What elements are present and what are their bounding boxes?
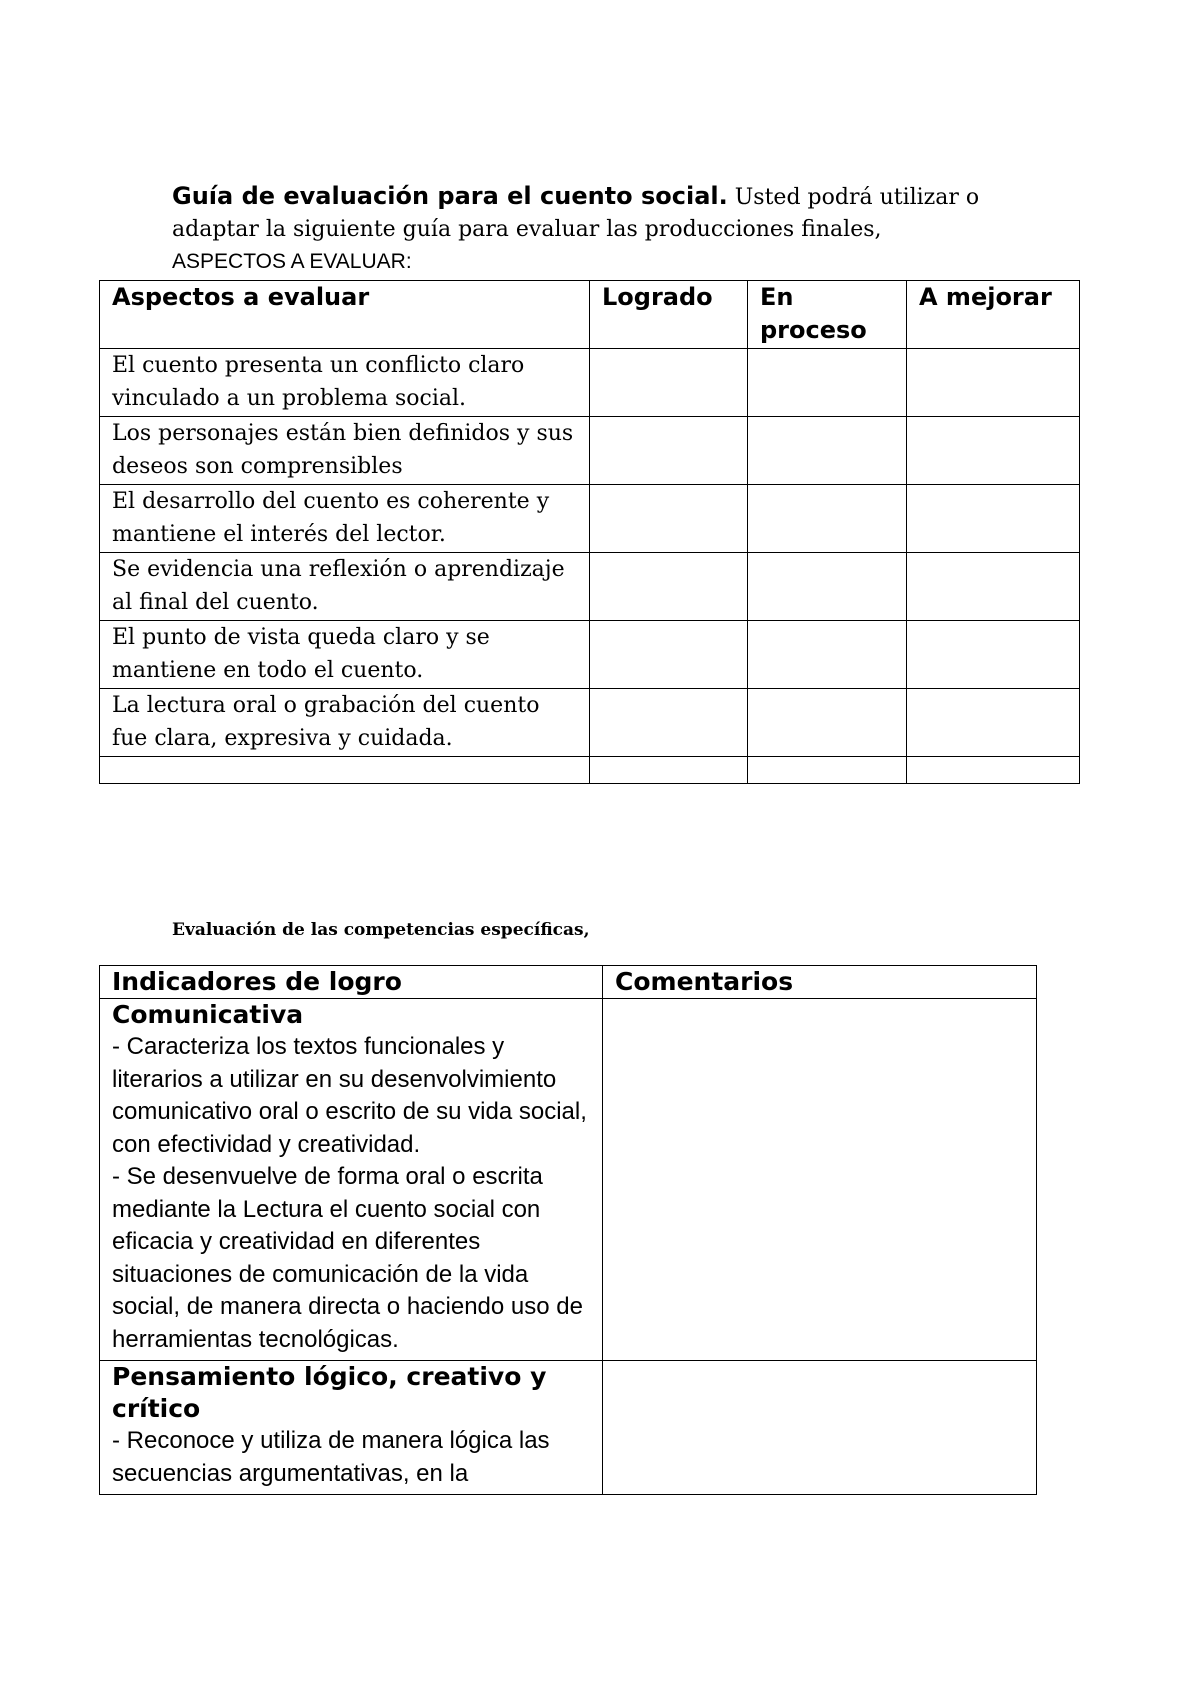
comment-cell[interactable] — [603, 1361, 1037, 1495]
indicator-text: - Reconoce y utiliza de manera lógica las secuencias argumentativas, en la — [112, 1427, 550, 1487]
aspect-cell: La lectura oral o grabación del cuento fue clara, expresiva y cuidada. — [100, 689, 590, 757]
indicator-cell — [100, 1361, 603, 1495]
en-proceso-cell[interactable] — [748, 621, 907, 689]
table-row — [100, 999, 1037, 1361]
en-proceso-cell[interactable] — [748, 689, 907, 757]
logrado-cell[interactable] — [590, 417, 748, 485]
logrado-cell[interactable] — [590, 689, 748, 757]
aspect-cell: El desarrollo del cuento es coherente y mantiene el interés del lector. — [100, 485, 590, 553]
table-header-row — [100, 966, 1037, 999]
comment-cell[interactable] — [603, 999, 1037, 1361]
a-mejorar-cell[interactable] — [907, 485, 1080, 553]
table-row — [100, 417, 1080, 485]
logrado-cell[interactable] — [590, 621, 748, 689]
a-mejorar-cell[interactable] — [907, 553, 1080, 621]
a-mejorar-cell[interactable] — [907, 757, 1080, 784]
aspect-cell: El punto de vista queda claro y se mantiene en todo el cuento. — [100, 621, 590, 689]
indicator-text: - Se desenvuelve de forma oral o escrita mediante la Lectura el cuento social con eficacia y creatividad en diferentes situaciones de comunicación de la vida social, de manera directa o haciendo uso de herramientas tecnológicas. — [112, 1163, 583, 1353]
table-row — [100, 349, 1080, 417]
indicator-cell — [100, 999, 603, 1361]
a-mejorar-cell[interactable] — [907, 689, 1080, 757]
header-indicadores: Indicadores de logro — [100, 966, 603, 999]
aspect-cell: Se evidencia una reflexión o aprendizaje al final del cuento. — [100, 553, 590, 621]
table-row — [100, 1361, 1037, 1495]
intro-tail: ASPECTOS A EVALUAR: — [172, 250, 412, 273]
logrado-cell[interactable] — [590, 553, 748, 621]
header-a-mejorar: A mejorar — [907, 281, 1080, 349]
a-mejorar-cell[interactable] — [907, 417, 1080, 485]
competencias-label: Evaluación de las competencias específicas, — [172, 920, 590, 940]
table-header-row — [100, 281, 1080, 349]
header-aspectos: Aspectos a evaluar — [100, 281, 590, 349]
header-logrado: Logrado — [590, 281, 748, 349]
a-mejorar-cell[interactable] — [907, 349, 1080, 417]
table-row — [100, 689, 1080, 757]
logrado-cell[interactable] — [590, 485, 748, 553]
header-comentarios: Comentarios — [603, 966, 1037, 999]
en-proceso-cell[interactable] — [748, 757, 907, 784]
category-title: Comunicativa — [112, 1000, 304, 1029]
en-proceso-cell[interactable] — [748, 349, 907, 417]
header-en-proceso: En proceso — [748, 281, 907, 349]
aspect-cell: Los personajes están bien definidos y sus deseos son comprensibles — [100, 417, 590, 485]
aspect-cell[interactable] — [100, 757, 590, 784]
table-row — [100, 485, 1080, 553]
intro-paragraph — [172, 180, 992, 278]
en-proceso-cell[interactable] — [748, 485, 907, 553]
en-proceso-cell[interactable] — [748, 417, 907, 485]
table-row — [100, 553, 1080, 621]
logrado-cell[interactable] — [590, 757, 748, 784]
competencias-table — [99, 965, 1037, 1495]
aspect-cell: El cuento presenta un conflicto claro vinculado a un problema social. — [100, 349, 590, 417]
document-title: Guía de evaluación para el cuento social. — [172, 182, 728, 210]
empty-table-row — [100, 757, 1080, 784]
intro-text: Usted podrá utilizar o adaptar la siguiente guía para evaluar las producciones finales, — [172, 185, 980, 242]
category-title: Pensamiento lógico, creativo y crítico — [112, 1362, 547, 1423]
en-proceso-cell[interactable] — [748, 553, 907, 621]
a-mejorar-cell[interactable] — [907, 621, 1080, 689]
indicator-text: - Caracteriza los textos funcionales y literarios a utilizar en su desenvolvimiento comunicativo oral o escrito de su vida social, con efectividad y creatividad. — [112, 1033, 587, 1158]
logrado-cell[interactable] — [590, 349, 748, 417]
table-row — [100, 621, 1080, 689]
evaluation-table — [99, 280, 1080, 784]
